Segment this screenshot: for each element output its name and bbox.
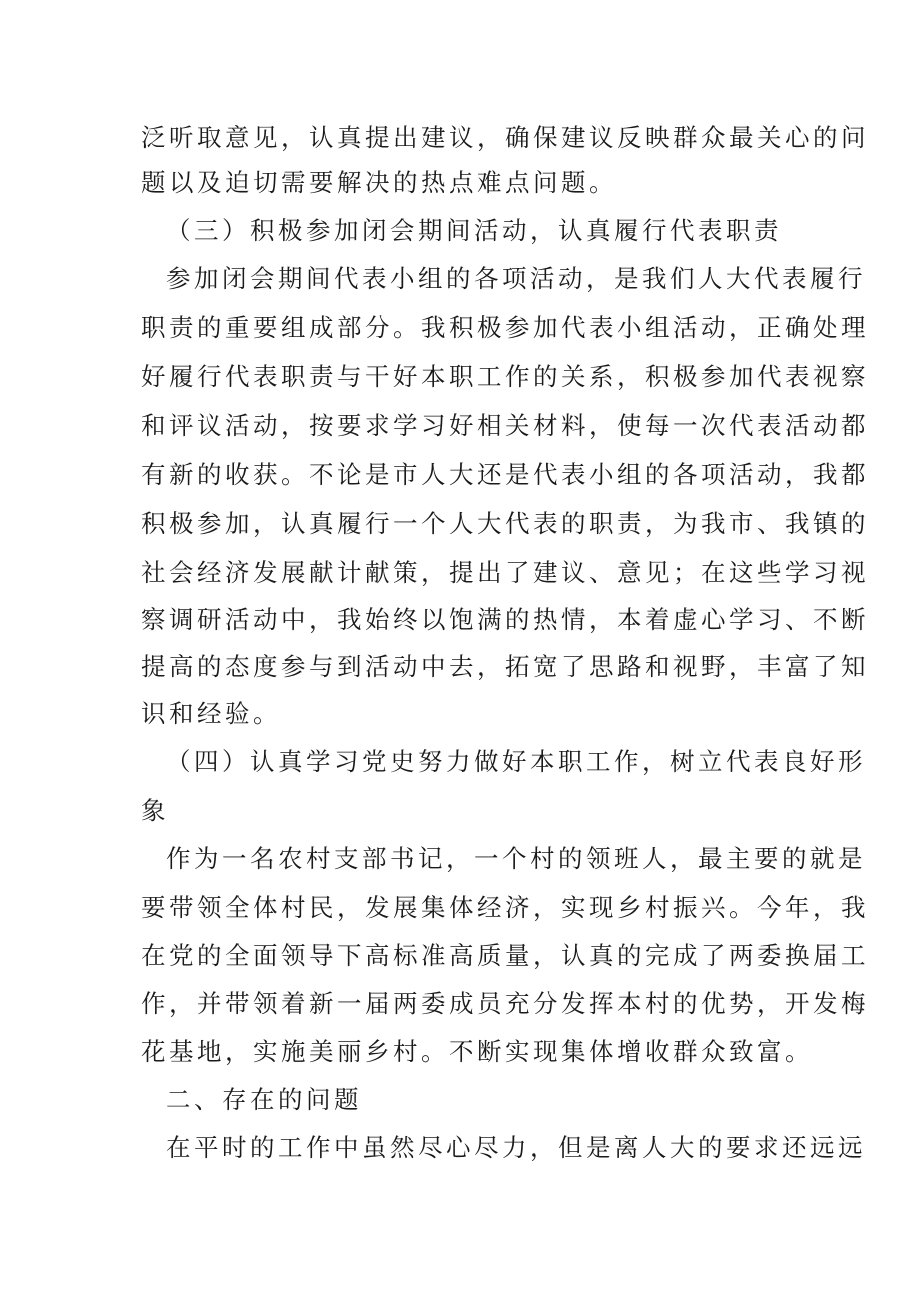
section-heading: （三）积极参加闭会期间活动，认真履行代表职责 [166,216,782,245]
text-line: 积极参加，认真履行一个人大代表的职责，为我市、我镇的 [141,509,869,538]
section-heading-continuation: 象 [141,796,169,825]
text-line: 和评议活动，按要求学习好相关材料，使每一次代表活动都 [141,411,869,440]
text-line: 要带领全体村民，发展集体经济，实现乡村振兴。今年，我 [141,893,869,922]
text-line: 题以及迫切需要解决的热点难点问题。 [141,168,617,197]
text-line: 察调研活动中，我始终以饱满的热情，本着虚心学习、不断 [141,605,869,634]
section-heading: （四）认真学习党史努力做好本职工作，树立代表良好形 [166,747,866,776]
text-line: 识和经验。 [141,699,281,728]
text-line: 参加闭会期间代表小组的各项活动，是我们人大代表履行 [166,264,866,293]
text-line: 在党的全面领导下高标准高质量，认真的完成了两委换届工 [141,941,869,970]
text-line: 职责的重要组成部分。我积极参加代表小组活动，正确处理 [141,313,869,342]
text-line: 作为一名农村支部书记，一个村的领班人，最主要的就是 [166,844,866,873]
text-line: 花基地，实施美丽乡村。不断实现集体增收群众致富。 [141,1037,813,1066]
text-line: 社会经济发展献计献策，提出了建议、意见；在这些学习视 [141,558,869,587]
text-line: 好履行代表职责与干好本职工作的关系，积极参加代表视察 [141,362,869,391]
section-heading: 二、存在的问题 [166,1085,362,1114]
text-line: 有新的收获。不论是市人大还是代表小组的各项活动，我都 [141,460,869,489]
text-line: 在平时的工作中虽然尽心尽力，但是离人大的要求还远远 [166,1133,866,1162]
text-line: 泛听取意见，认真提出建议，确保建议反映群众最关心的问 [141,123,869,152]
text-line: 提高的态度参与到活动中去，拓宽了思路和视野，丰富了知 [141,652,869,681]
text-line: 作，并带领着新一届两委成员充分发挥本村的优势，开发梅 [141,989,869,1018]
